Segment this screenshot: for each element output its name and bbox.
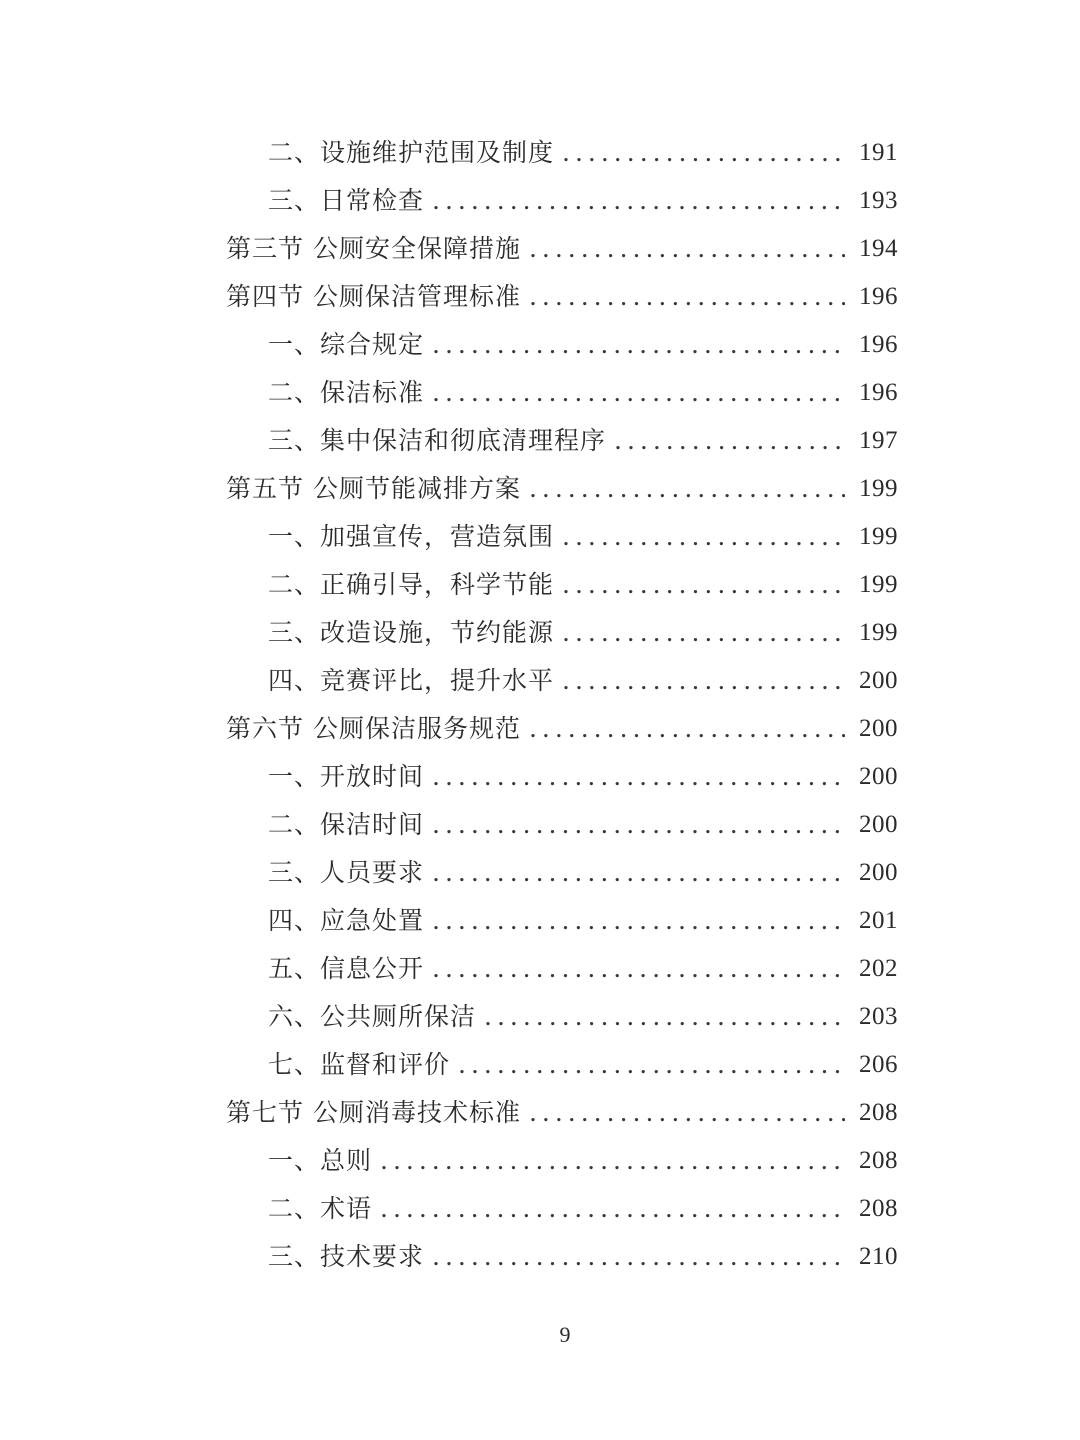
toc-entry-title: 第六节 公厕保洁服务规范 — [226, 714, 521, 743]
toc-entry-page: 191 — [859, 139, 898, 166]
toc-entry-page: 196 — [859, 379, 898, 406]
toc-entry[interactable] — [226, 945, 898, 993]
toc-entry-title: 二、保洁标准 — [268, 378, 425, 407]
toc-entry[interactable] — [226, 273, 898, 321]
toc-dot-leader — [529, 273, 845, 321]
page-number: 9 — [559, 1322, 571, 1347]
toc-entry-page: 208 — [859, 1147, 898, 1174]
toc-entry-title: 二、术语 — [268, 1194, 373, 1223]
toc-entry-title: 三、日常检查 — [268, 186, 425, 215]
toc-entry-title: 二、正确引导，科学节能 — [268, 570, 555, 599]
toc-entry-page: 202 — [859, 955, 898, 982]
toc-entry-title: 二、设施维护范围及制度 — [268, 138, 555, 167]
toc-entry[interactable] — [226, 129, 898, 177]
toc-entry[interactable] — [226, 849, 898, 897]
toc-entry-page: 199 — [859, 475, 898, 502]
toc-entry-title: 第四节 公厕保洁管理标准 — [226, 282, 521, 311]
toc-entry[interactable] — [226, 1233, 898, 1281]
toc-entry-page: 200 — [859, 859, 898, 886]
toc-dot-leader — [432, 897, 845, 945]
toc-entry[interactable] — [226, 1041, 898, 1089]
toc-entry-page: 199 — [859, 619, 898, 646]
toc-entry-page: 199 — [859, 571, 898, 598]
toc-entry-title: 二、保洁时间 — [268, 810, 425, 839]
toc-entry-page: 200 — [859, 715, 898, 742]
toc-entry-title: 一、综合规定 — [268, 330, 425, 359]
toc-dot-leader — [562, 657, 845, 705]
toc-entry-page: 193 — [859, 187, 898, 214]
toc-entry[interactable] — [226, 705, 898, 753]
toc-entry-page: 201 — [859, 907, 898, 934]
toc-entry-title: 三、技术要求 — [268, 1242, 425, 1271]
toc-entry-title: 五、信息公开 — [268, 954, 425, 983]
toc-entry-title: 一、加强宣传，营造氛围 — [268, 522, 555, 551]
toc-entry-title: 四、竞赛评比，提升水平 — [268, 666, 555, 695]
toc-entry-page: 200 — [859, 667, 898, 694]
toc-entry-title: 三、集中保洁和彻底清理程序 — [268, 426, 607, 455]
toc-entry-page: 208 — [859, 1195, 898, 1222]
toc-entry-page: 206 — [859, 1051, 898, 1078]
toc-entry[interactable] — [226, 369, 898, 417]
toc-entry[interactable] — [226, 609, 898, 657]
toc-dot-leader — [380, 1185, 845, 1233]
toc-dot-leader — [432, 1233, 845, 1281]
toc-entry-title: 六、公共厕所保洁 — [268, 1002, 477, 1031]
toc-entry-page: 210 — [859, 1243, 898, 1270]
toc-entry-title: 第五节 公厕节能减排方案 — [226, 474, 521, 503]
toc-dot-leader — [614, 417, 845, 465]
toc-entry-title: 三、人员要求 — [268, 858, 425, 887]
toc-entry-title: 第三节 公厕安全保障措施 — [226, 234, 521, 263]
toc-entry-page: 196 — [859, 331, 898, 358]
table-of-contents — [226, 129, 898, 1281]
toc-dot-leader — [562, 513, 845, 561]
toc-dot-leader — [484, 993, 845, 1041]
toc-dot-leader — [380, 1137, 845, 1185]
toc-dot-leader — [432, 753, 845, 801]
toc-entry[interactable] — [226, 561, 898, 609]
toc-dot-leader — [432, 177, 845, 225]
toc-dot-leader — [458, 1041, 845, 1089]
toc-entry[interactable] — [226, 801, 898, 849]
toc-entry[interactable] — [226, 993, 898, 1041]
toc-dot-leader — [529, 1089, 845, 1137]
toc-dot-leader — [432, 801, 845, 849]
toc-dot-leader — [562, 561, 845, 609]
toc-entry[interactable] — [226, 753, 898, 801]
toc-entry[interactable] — [226, 321, 898, 369]
toc-entry-page: 208 — [859, 1099, 898, 1126]
toc-entry[interactable] — [226, 1137, 898, 1185]
toc-dot-leader — [562, 609, 845, 657]
toc-entry[interactable] — [226, 465, 898, 513]
toc-dot-leader — [432, 849, 845, 897]
toc-dot-leader — [432, 369, 845, 417]
toc-entry-title: 四、应急处置 — [268, 906, 425, 935]
toc-dot-leader — [432, 945, 845, 993]
toc-dot-leader — [529, 225, 845, 273]
toc-dot-leader — [529, 705, 845, 753]
toc-entry-page: 203 — [859, 1003, 898, 1030]
toc-dot-leader — [562, 129, 845, 177]
toc-entry-title: 一、开放时间 — [268, 762, 425, 791]
toc-dot-leader — [432, 321, 845, 369]
toc-entry-page: 199 — [859, 523, 898, 550]
toc-entry-page: 200 — [859, 811, 898, 838]
toc-entry[interactable] — [226, 177, 898, 225]
toc-entry-title: 七、监督和评价 — [268, 1050, 451, 1079]
toc-entry[interactable] — [226, 513, 898, 561]
toc-entry[interactable] — [226, 1185, 898, 1233]
toc-entry[interactable] — [226, 657, 898, 705]
toc-dot-leader — [529, 465, 845, 513]
toc-entry-page: 194 — [859, 235, 898, 262]
toc-entry-title: 三、改造设施，节约能源 — [268, 618, 555, 647]
toc-entry-page: 197 — [859, 427, 898, 454]
toc-entry-page: 196 — [859, 283, 898, 310]
toc-entry-page: 200 — [859, 763, 898, 790]
toc-entry[interactable] — [226, 225, 898, 273]
toc-entry[interactable] — [226, 1089, 898, 1137]
toc-entry-title: 一、总则 — [268, 1146, 373, 1175]
toc-entry[interactable] — [226, 417, 898, 465]
toc-entry-title: 第七节 公厕消毒技术标准 — [226, 1098, 521, 1127]
toc-entry[interactable] — [226, 897, 898, 945]
